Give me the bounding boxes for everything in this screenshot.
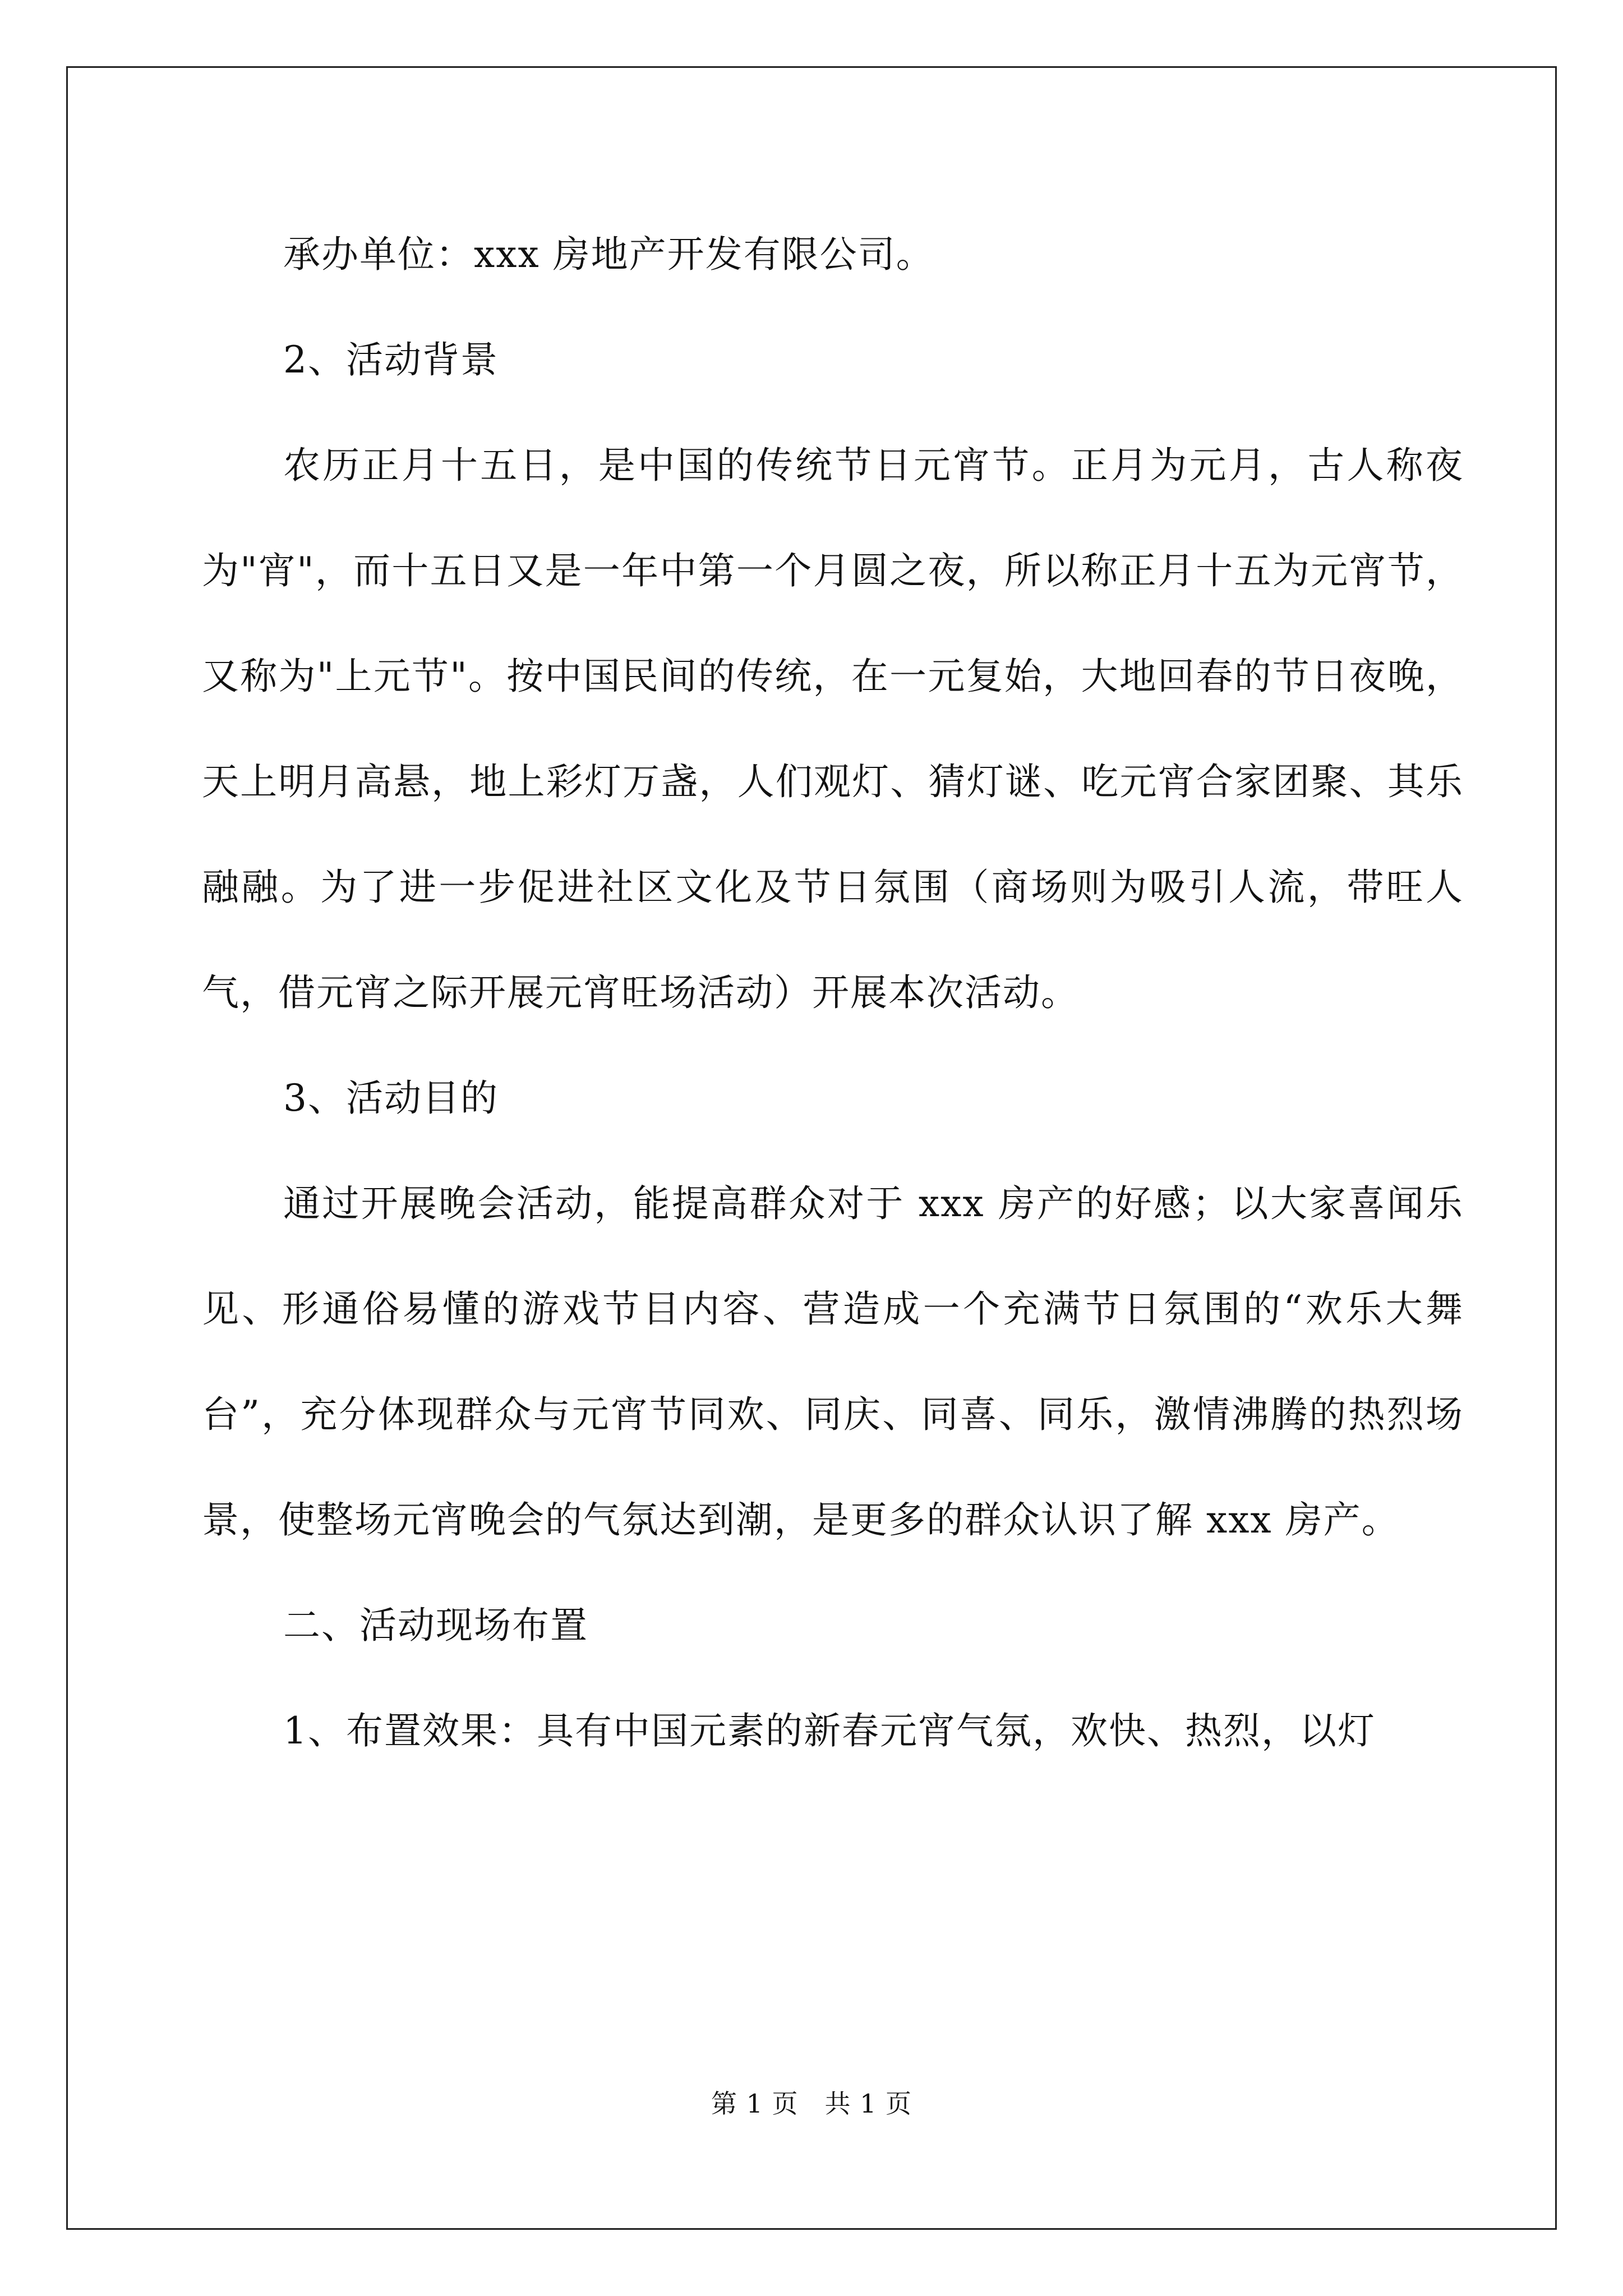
heading-venue-setup: 二、活动现场布置 [283, 1604, 588, 1647]
paragraph-setup-effect: 1、布置效果：具有中国元素的新春元宵气氛，欢快、热烈，以灯 [283, 1709, 1376, 1752]
paragraph-organizer: 承办单位：xxx 房地产开发有限公司。 [283, 233, 934, 276]
document-body [202, 202, 1464, 1784]
paragraph-purpose: 通过开展晚会活动，能提高群众对于 xxx 房产的好感；以大家喜闻乐见、形通俗易懂的游戏节目内容、营造成一个充满节日氛围的“欢乐大舞台”，充分体现群众与元宵节同欢、同庆、同喜、同乐，激情沸腾的热烈场景，使整场元宵晚会的气氛达到潮，是更多的群众认识了解 xxx 房产。 [202, 1182, 1464, 1542]
paragraph-background: 农历正月十五日，是中国的传统节日元宵节。正月为元月，古人称夜为"宵"，而十五日又是一年中第一个月圆之夜，所以称正月十五为元宵节，又称为"上元节"。按中国民间的传统，在一元复始，大地回春的节日夜晚，天上明月高悬，地上彩灯万盏，人们观灯、猜灯谜、吃元宵合家团聚、其乐融融。为了进一步促进社区文化及节日氛围（商场则为吸引人流，带旺人气，借元宵之际开展元宵旺场活动）开展本次活动。 [202, 444, 1464, 1014]
page-number-footer: 第 1 页 共 1 页 [711, 2088, 912, 2119]
heading-activity-purpose: 3、活动目的 [283, 1076, 499, 1120]
heading-activity-background: 2、活动背景 [283, 338, 499, 381]
